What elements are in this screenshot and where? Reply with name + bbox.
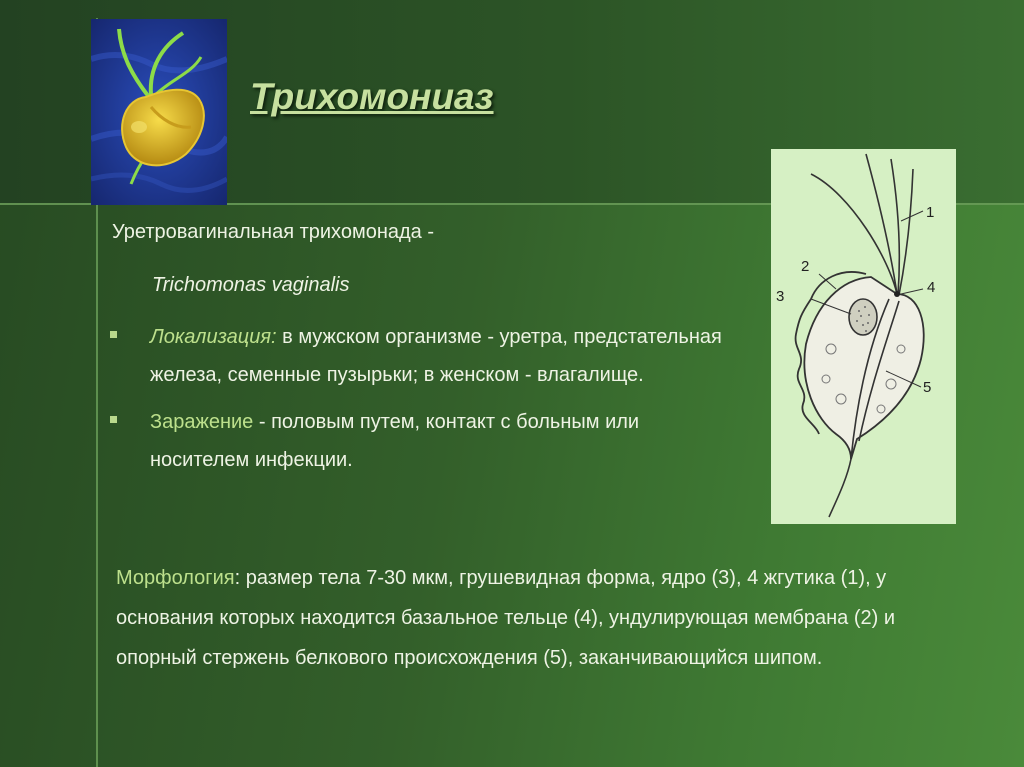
trichomonas-photo	[91, 19, 227, 205]
localization-text: в мужском организме - уретра, предстательная железа, семенные пузырьки; в женском - влагалище.	[150, 326, 722, 386]
bullet-localization	[110, 318, 730, 394]
infection-text: - половым путем, контакт с больным или носителем инфекции.	[150, 411, 640, 471]
diagram-label-2: 2	[801, 258, 810, 275]
diagram-label-4: 4	[927, 279, 936, 296]
trichomonas-diagram	[771, 149, 956, 524]
infection-label: Заражение	[150, 411, 254, 433]
morphology-text: : размер тела 7-30 мкм, грушевидная форма, ядро (3), 4 жгутика (1), у основания которых находится базальное тельце (4), ундулирующая мембрана (2) и опорный стержень белкового происхождения (5), заканчивающийся шипом.	[116, 567, 896, 669]
diagram-label-5: 5	[923, 379, 932, 396]
localization-label: Локализация:	[150, 326, 277, 348]
morphology-paragraph	[116, 558, 976, 678]
diagram-label-3: 3	[776, 288, 785, 305]
organism-name: Уретровагинальная трихомонада -	[112, 221, 435, 243]
bullet-infection	[110, 403, 730, 479]
bullet-square-icon	[110, 416, 117, 423]
species-latin-name: Trichomonas vaginalis	[152, 274, 350, 296]
bullet-list	[110, 318, 730, 488]
morphology-label: Морфология	[116, 567, 235, 589]
bullet-square-icon	[110, 331, 117, 338]
diagram-label-1: 1	[926, 204, 935, 221]
page-title: Трихомониаз	[250, 76, 494, 117]
